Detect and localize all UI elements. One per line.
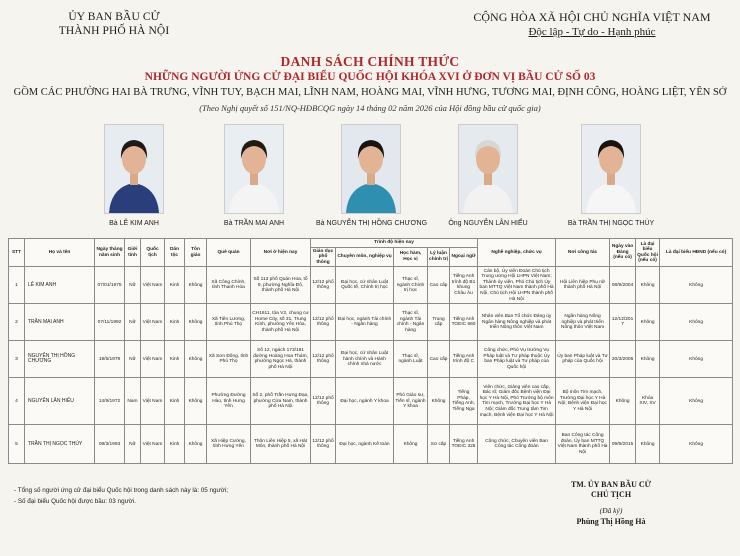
cell-degree: Thạc sĩ, ngành Chính trị học [394, 267, 428, 304]
candidate-card [316, 124, 426, 228]
cell-stt: 1 [9, 267, 25, 304]
cell-ethnicity: Kinh [165, 425, 185, 464]
cell-politics: Trung cấp [428, 304, 450, 341]
signature-on-behalf: TM. ỦY BAN BẦU CỬ [570, 480, 652, 489]
cell-nationality: Việt Nam [141, 304, 165, 341]
cell-dob: 07/11/1992 [95, 304, 125, 341]
cell-name: TRẦN MAI ANH [25, 304, 95, 341]
cell-general-edu: 12/12 phổ thông [311, 425, 336, 464]
candidate-card [199, 124, 309, 228]
candidate-caption: Ông NGUYỄN LÂN HIẾU [448, 220, 528, 227]
cell-hometown: Xã Công Chính, tỉnh Thanh Hóa [207, 267, 251, 304]
col-general-edu: Giáo dục phổ thông [311, 247, 336, 267]
cell-ethnicity: Kinh [165, 304, 185, 341]
national-header [462, 10, 722, 39]
document-title: DANH SÁCH CHÍNH THỨC [280, 54, 460, 69]
cell-job: Viên chức, Giảng viên cao cấp, Bác sĩ; Giám đốc Bệnh viện Đại học Y Hà Nội, Phó Trưởng bộ môn Tim mạch, Trường Đại học Y Hà Nội; Giám đốc Trung tâm Tim mạch, Bệnh viện Đại học Y Hà Nội [478, 378, 556, 425]
cell-general-edu: 12/12 phổ thông [311, 267, 336, 304]
cell-workplace: Ngân hàng Nông nghiệp và phát triển Nông thôn Việt Nam [556, 304, 610, 341]
cell-workplace: Ban Công tác Công đoàn, Ủy ban MTTQ Việt Nam thành phố Hà Nội [556, 425, 610, 464]
document-titles [0, 54, 740, 114]
cell-gender: Nam [125, 378, 141, 425]
candidate-portrait [224, 124, 284, 214]
cell-nationality: Việt Nam [141, 378, 165, 425]
note-total-candidates: - Tổng số người ứng cử đại biểu Quốc hội trong danh sách này là: 05 người; [14, 487, 229, 494]
cell-specialty: Đại học, cử nhân Luật hành chính và Hành chính nhà nước [336, 341, 394, 378]
cell-stt: 3 [9, 341, 25, 378]
cell-gender: Nữ [125, 304, 141, 341]
table-row [9, 304, 733, 341]
cell-hometown: Phường Đường Hào, tỉnh Hưng Yên [207, 378, 251, 425]
cell-na-delegate: Không [636, 341, 660, 378]
candidate-portrait [341, 124, 401, 214]
cell-politics: Cao cấp [428, 267, 450, 304]
cell-specialty: Đại học, ngành Tài chính - Ngân hàng [336, 304, 394, 341]
cell-residence: CH1611, tòa V2, chung cư Home City, số 31, Trung Kính, phường Yên Hòa, thành phố Hà Nội [251, 304, 311, 341]
cell-job: Công chức, Phó Vụ trưởng Vụ Pháp luật và Tư pháp thuộc Ủy ban Pháp luật và Tư pháp của Quốc hội [478, 341, 556, 378]
col-council-delegate: Là đại biểu HĐND (nếu có) [660, 239, 733, 267]
cell-degree: Không [394, 425, 428, 464]
cell-stt: 4 [9, 378, 25, 425]
cell-name: NGUYỄN LÂN HIẾU [25, 378, 95, 425]
cell-job: Cán bộ, Ủy viên Đoàn Chủ tịch Trung ương Hội LHPN Việt Nam; Thành ủy viên, Phó Chủ tịch Ủy ban MTTQ Việt Nam thành phố Hà Nội, Chủ tịch Hội LHPN thành phố Hà Nội [478, 267, 556, 304]
cell-name: LÊ KIM ANH [25, 267, 95, 304]
candidate-photos [0, 124, 740, 234]
cell-general-edu: 12/12 phổ thông [311, 378, 336, 425]
cell-ethnicity: Kinh [165, 267, 185, 304]
cell-council-delegate: Không [660, 425, 733, 464]
cell-council-delegate: Không [660, 267, 733, 304]
col-language: Ngoại ngữ [450, 247, 478, 267]
col-ethnicity: Dân tộc [165, 239, 185, 267]
col-party-date: Ngày vào Đảng (nếu có) [610, 239, 636, 267]
legal-basis: (Theo Nghị quyết số 151/NQ-HĐBCQG ngày 14 tháng 02 năm 2026 của Hội đồng bầu cử quốc gia) [199, 103, 541, 113]
cell-party-date: 09/9/2015 [610, 425, 636, 464]
table-row [9, 341, 733, 378]
cell-nationality: Việt Nam [141, 267, 165, 304]
cell-na-delegate: Không [636, 425, 660, 464]
cell-religion: Không [185, 304, 207, 341]
cell-council-delegate: Không [660, 378, 733, 425]
cell-language: Tiếng Anh trình độ B1 khung Châu Âu [450, 267, 478, 304]
cell-dob: 19/5/1979 [95, 341, 125, 378]
cell-nationality: Việt Nam [141, 341, 165, 378]
signature-block [536, 480, 686, 527]
candidate-card [79, 124, 189, 228]
cell-party-date: 20/3/2006 [610, 341, 636, 378]
cell-specialty: Đại học, ngành Y khoa [336, 378, 394, 425]
table-row [9, 267, 733, 304]
signature-position: CHỦ TỊCH [590, 490, 632, 499]
col-job: Nghề nghiệp, chức vụ [478, 239, 556, 267]
cell-council-delegate: Không [660, 304, 733, 341]
national-motto: Độc lập - Tự do - Hạnh phúc [528, 26, 656, 38]
cell-hometown: Xã Tiên Lương, tỉnh Phú Thọ [207, 304, 251, 341]
signature-name: Phùng Thị Hồng Hà [576, 517, 646, 526]
document-subtitle: NHỮNG NGƯỜI ỨNG CỬ ĐẠI BIỂU QUỐC HỘI KHÓA XVI Ở ĐƠN VỊ BẦU CỬ SỐ 03 [144, 71, 596, 83]
cell-name: TRẦN THỊ NGỌC THÚY [25, 425, 95, 464]
col-name: Họ và tên [25, 239, 95, 267]
cell-religion: Không [185, 378, 207, 425]
candidate-card [433, 124, 543, 228]
col-nationality: Quốc tịch [141, 239, 165, 267]
col-group-education: Trình độ hiện nay [311, 239, 478, 248]
cell-gender: Nữ [125, 341, 141, 378]
col-workplace: Nơi công tác [556, 239, 610, 267]
cell-ethnicity: Kinh [165, 341, 185, 378]
cell-party-date: Không [610, 378, 636, 425]
cell-workplace: Ủy ban Pháp luật và Tư pháp của Quốc hội [556, 341, 610, 378]
cell-religion: Không [185, 267, 207, 304]
cell-hometown: Xã Sơn Đông, tỉnh Phú Thọ [207, 341, 251, 378]
cell-residence: Thôn Liên Hiệp 5, xã Hát Môn, thành phố Hà Nội [251, 425, 311, 464]
cell-stt: 2 [9, 304, 25, 341]
candidate-card [556, 124, 666, 228]
cell-politics: Sơ cấp [428, 425, 450, 464]
cell-specialty: Đại học, ngành Kế toán [336, 425, 394, 464]
cell-stt: 5 [9, 425, 25, 464]
cell-general-edu: 12/12 phổ thông [311, 341, 336, 378]
cell-gender: Nữ [125, 267, 141, 304]
cell-politics: Không [428, 378, 450, 425]
col-gender: Giới tính [125, 239, 141, 267]
cell-workplace: Hội Liên hiệp Phụ nữ thành phố Hà Nội [556, 267, 610, 304]
cell-specialty: Đại học, cử nhân Luật Quốc tế, Chính trị học [336, 267, 394, 304]
cell-politics: Cao cấp [428, 341, 450, 378]
col-dob: Ngày tháng năm sinh [95, 239, 125, 267]
col-hometown: Quê quán [207, 239, 251, 267]
cell-residence: Số 113 phố Quán Hoa, tổ 9, phường Nghĩa Đô, thành phố Hà Nội [251, 267, 311, 304]
cell-religion: Không [185, 341, 207, 378]
cell-name: NGUYỄN THỊ HỒNG CHƯƠNG [25, 341, 95, 378]
candidate-table [8, 238, 733, 464]
summary-notes [14, 485, 228, 507]
cell-degree: Thạc sĩ, ngành Luật [394, 341, 428, 378]
cell-council-delegate: Không [660, 341, 733, 378]
cell-dob: 07/01/1975 [95, 267, 125, 304]
cell-dob: 14/9/1972 [95, 378, 125, 425]
cell-gender: Nữ [125, 425, 141, 464]
candidate-caption: Bà TRẦN THỊ NGỌC THÚY [567, 220, 655, 227]
cell-hometown: Xã Hiệp Cường, tỉnh Hưng Yên [207, 425, 251, 464]
cell-degree: Thạc sĩ, ngành Tài chính - Ngân hàng [394, 304, 428, 341]
cell-ethnicity: Kinh [165, 378, 185, 425]
signature-signed: (Đã ký) [599, 506, 623, 515]
cell-party-date: 08/9/2004 [610, 267, 636, 304]
cell-language: Tiếng Anh TOEIC 325 [450, 425, 478, 464]
issuer-line-2: THÀNH PHỐ HÀ NỘI [58, 25, 170, 37]
cell-dob: 09/3/1993 [95, 425, 125, 464]
issuer-header [14, 10, 214, 38]
cell-na-delegate: Khóa XIV, XV [636, 378, 660, 425]
issuer-line-1: ỦY BAN BẦU CỬ [68, 11, 160, 23]
cell-na-delegate: Không [636, 304, 660, 341]
note-seats: - Số đại biểu Quốc hội được bầu: 03 người. [14, 498, 137, 505]
cell-workplace: Bộ môn Tim mạch, Trường Đại học Y Hà Nội; Bệnh viện Đại học Y Hà Nội [556, 378, 610, 425]
cell-job: Nhân viên Ban Tổ chức Đảng ủy Ngân hàng Nông nghiệp và phát triển Nông thôn Việt Nam [478, 304, 556, 341]
cell-party-date: 12/12/2017 [610, 304, 636, 341]
cell-language: Tiếng Anh trình độ C [450, 341, 478, 378]
col-residence: Nơi ở hiện nay [251, 239, 311, 267]
candidate-portrait [458, 124, 518, 214]
cell-job: Công chức, Chuyên viên Ban Công tác Công đoàn [478, 425, 556, 464]
col-na-delegate: Là đại biểu Quốc hội (nếu có) [636, 239, 660, 267]
col-politics: Lý luận chính trị [428, 247, 450, 267]
national-title: CỘNG HÒA XÃ HỘI CHỦ NGHĨA VIỆT NAM [473, 10, 711, 24]
candidate-portrait [104, 124, 164, 214]
constituency-wards: GỒM CÁC PHƯỜNG HAI BÀ TRƯNG, VĨNH TUY, BẠCH MAI, LĨNH NAM, HOÀNG MAI, VĨNH HƯNG, TƯƠNG MAI, ĐỊNH CÔNG, HOÀNG LIỆT, YÊN SỞ [13, 87, 727, 98]
candidate-caption: Bà TRẦN MAI ANH [223, 220, 285, 227]
cell-nationality: Việt Nam [141, 425, 165, 464]
candidate-caption: Bà NGUYỄN THỊ HỒNG CHƯƠNG [316, 220, 428, 227]
cell-na-delegate: Không [636, 267, 660, 304]
col-degree: Học hàm, Học vị [394, 247, 428, 267]
candidate-portrait [581, 124, 641, 214]
cell-general-edu: 12/12 phổ thông [311, 304, 336, 341]
table-body [9, 267, 733, 464]
cell-religion: Không [185, 425, 207, 464]
col-stt: STT [9, 239, 25, 267]
cell-language: Tiếng Anh TOEIC 660 [450, 304, 478, 341]
table-row [9, 378, 733, 425]
col-specialty: Chuyên môn, nghiệp vụ [336, 247, 394, 267]
cell-language: Tiếng Pháp, Tiếng Anh, Tiếng Nga [450, 378, 478, 425]
candidate-caption: Bà LÊ KIM ANH [109, 220, 159, 227]
cell-residence: Số 2, phố Trần Hưng Đạo, phường Cửa Nam, thành phố Hà Nội [251, 378, 311, 425]
cell-residence: Số 12, ngách 173/191 đường Hoàng Hoa Thám, phường Ngọc Hà, thành phố Hà Nội [251, 341, 311, 378]
col-religion: Tôn giáo [185, 239, 207, 267]
cell-degree: Phó Giáo sư, Tiến sĩ, ngành Y khoa [394, 378, 428, 425]
table-row [9, 425, 733, 464]
